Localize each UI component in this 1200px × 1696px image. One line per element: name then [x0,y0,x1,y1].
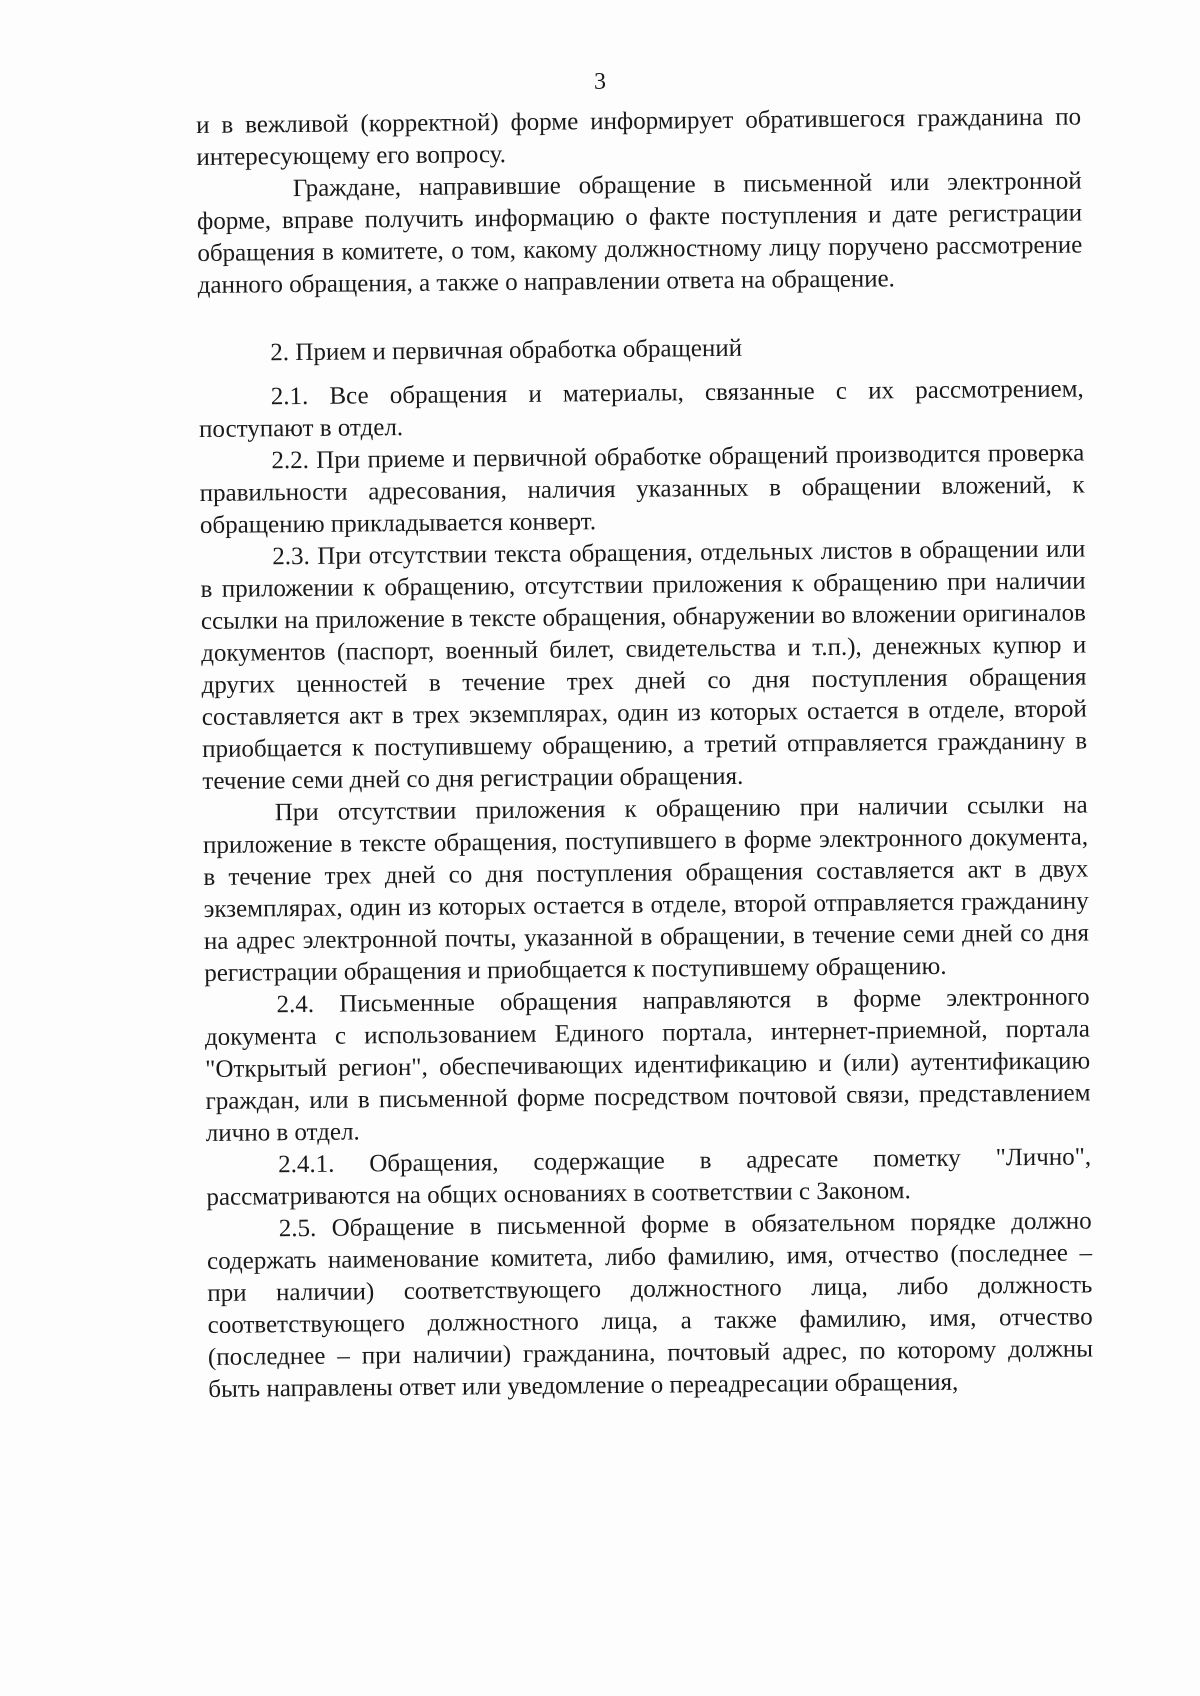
paragraph-2-4: 2.4. Письменные обращения направляются в форме электронного документа с использованием Единого портала, интернет-приемной, портала "Открытый регион", обеспечивающих идентификацию и (или) аутентификацию граждан, или в письменной форме посредством почтовой связи, представлением лично в отдел. [204,983,1091,1147]
paragraph-2-1: 2.1. Все обращения и материалы, связанные с их рассмотрением, поступают в отдел. [198,375,1084,443]
paragraph-2-3: 2.3. При отсутствии текста обращения, отдельных листов в обращении или в приложении к обращению, отсутствии приложения к обращению при наличии ссылки на приложение в тексте обращения, обнаружении во вложении оригиналов документов (паспорт, военный билет, свидетельства и т.п.), денежных купюр и других ценностей в течение трех дней со дня поступления обращения составляется акт в трех экземплярах, один из которых остается в отделе, второй приобщается к поступившему обращению, а третий отправляется гражданину в течение семи дней со дня регистрации обращения. [200,535,1088,795]
page-number: 3 [594,69,606,95]
document-body [196,102,1093,1406]
paragraph-citizens-info: Граждане, направившие обращение в письменной или электронной форме, вправе получить информацию о факте поступления и дате регистрации обращения в комитете, о том, какому должностному лицу поручено рассмотрение данного обращения, а также о направлении ответа на обращение. [196,167,1083,299]
section-title: 2. Прием и первичная обработка обращений [270,334,743,367]
paragraph-continuation: и в вежливой (корректной) форме информирует обратившегося гражданина по интересующему его вопросу. [196,103,1082,171]
paragraph-2-3-electronic: При отсутствии приложения к обращению при наличии ссылки на приложение в тексте обращения, поступившего в форме электронного документа, в течение трех дней со дня поступления обращения составляется акт в двух экземплярах, один из которых остается в отделе, второй отправляется гражданину на адрес электронной почты, указанной в обращении, в течение семи дней со дня регистрации обращения и приобщается к поступившему обращению. [202,791,1090,987]
paragraph-2-5: 2.5. Обращение в письменной форме в обязательном порядке должно содержать наименование комитета, либо фамилию, имя, отчество (последнее – при наличии) соответствующего должностного лица, либо должность соответствующего должностного лица, а также фамилию, имя, отчество (последнее – при наличии) гражданина, почтовый адрес, по которому должны быть направлены ответ или уведомление о переадресации обращения, [206,1207,1094,1403]
paragraph-2-4-1: 2.4.1. Обращения, содержащие в адресате пометку "Лично", рассматриваются на общих основаниях в соответствии с Законом. [206,1143,1092,1211]
paragraph-2-2: 2.2. При приеме и первичной обработке обращений производится проверка правильности адресования, наличия указанных в обращении вложений, к обращению прикладывается конверт. [199,439,1085,539]
